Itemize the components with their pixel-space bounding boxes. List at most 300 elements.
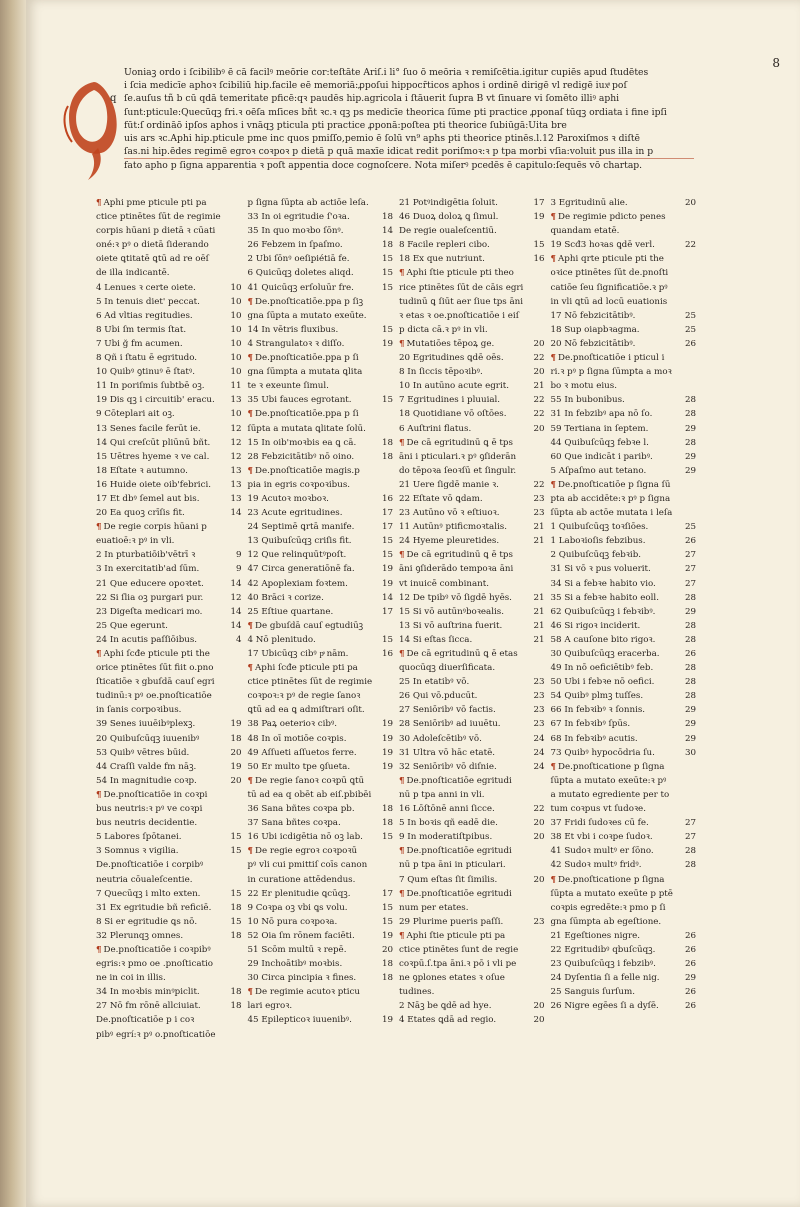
intro-line: i ſcia medicīe aphoꝛ ſcibiliū hip.facile eē memoriā:ꝓpoſui hippocr̄ticos aphos i ordinē dirigē vl redigē iuxͣ poſ bbox=[124, 80, 627, 92]
entry-page-ref: 23 bbox=[533, 508, 545, 519]
entry-page-ref bbox=[378, 675, 393, 689]
entry-text: 20 Nō febzicitātibꝰ. bbox=[550, 338, 636, 349]
entry-text: ſticatiōe ꝛ gbuſdā cauſ egri bbox=[96, 677, 215, 688]
entry-page-ref bbox=[227, 858, 242, 872]
entry-page-ref: 12 bbox=[230, 437, 242, 448]
entry-text: oꝛice ptinētes ſūt de.pnoſti bbox=[550, 268, 669, 279]
index-entry bbox=[399, 196, 545, 210]
entry-text: 35 Si a febꝛe habito eoll. bbox=[550, 592, 659, 603]
index-heading bbox=[248, 619, 394, 633]
index-entry bbox=[248, 252, 394, 266]
entry-text: 3 Somnus ꝛ vigilia. bbox=[96, 846, 179, 857]
entry-text: ctice ptinētes ſunt de regie bbox=[399, 944, 519, 955]
index-entry bbox=[399, 816, 545, 830]
entry-text: 6 Auſtrini flatus. bbox=[399, 423, 472, 434]
entry-page-ref: 18 bbox=[230, 733, 242, 744]
entry-text: pibꝰ egrí:ꝛ pꝰ o.pnoſticatiōe bbox=[96, 1029, 216, 1040]
entry-text: 18 Sup oiapbꝛagma. bbox=[550, 324, 640, 335]
index-entry bbox=[248, 224, 394, 238]
index-entry bbox=[399, 365, 545, 379]
index-entry bbox=[551, 858, 697, 872]
index-entry bbox=[399, 379, 545, 393]
book-binding-shadow bbox=[0, 0, 26, 1207]
index-entry bbox=[399, 534, 545, 548]
entry-page-ref: 19 bbox=[381, 564, 393, 575]
entry-text: ¶ De cā egritudinū ꝗ ē etas bbox=[399, 647, 530, 661]
entry-page-ref: 20 bbox=[533, 423, 545, 434]
entry-text: 62 Quibuſcūqꝫ i febꝛibꝰ. bbox=[550, 606, 656, 617]
entry-page-ref: 20 bbox=[230, 775, 242, 786]
entry-text: ¶ De cā egritudinū ꝗ ē tps bbox=[399, 436, 530, 450]
index-entry bbox=[96, 562, 242, 576]
entry-page-ref bbox=[378, 407, 393, 421]
entry-page-ref: 27 bbox=[684, 818, 696, 829]
entry-page-ref: 26 bbox=[684, 987, 696, 998]
entry-text: 45 Epilepticoꝛ iuuenibꝰ. bbox=[247, 1015, 352, 1026]
entry-page-ref: 22 bbox=[533, 479, 545, 490]
index-entry bbox=[551, 901, 697, 915]
index-heading bbox=[551, 210, 697, 224]
index-entry bbox=[551, 450, 697, 464]
entry-page-ref: 20 bbox=[533, 818, 545, 829]
index-entry bbox=[96, 548, 242, 562]
entry-text: 30 Quibuſcūqꝫ eracerba. bbox=[550, 649, 660, 659]
entry-page-ref: 18 bbox=[381, 973, 393, 984]
entry-text: 42 Sudoꝛ multꝰ fridꝰ. bbox=[550, 860, 642, 871]
index-entry bbox=[248, 971, 394, 985]
entry-page-ref: 28 bbox=[684, 437, 696, 448]
entry-text: ſūpta ab actōe mutata i leſa bbox=[550, 508, 673, 519]
entry-page-ref: 10 bbox=[230, 282, 242, 293]
entry-text: 18 Quotidiane vō oſtōes. bbox=[399, 409, 507, 420]
entry-page-ref bbox=[681, 915, 696, 929]
entry-text: 32 Plerunqꝫ omnes. bbox=[96, 930, 184, 941]
entry-text: 67 In febꝛibꝰ ſpūs. bbox=[550, 719, 631, 730]
entry-page-ref: 24 bbox=[533, 733, 545, 744]
index-entry bbox=[551, 506, 697, 520]
entry-text: 25 Eſtiue quartane. bbox=[247, 606, 334, 617]
entry-text: tum coꝛpus vt ſudoꝛe. bbox=[550, 804, 646, 815]
entry-text: coꝛpoꝛ:ꝛ pꝰ de regie ſanoꝛ bbox=[247, 691, 361, 702]
entry-text: 22 Eſtate vō ꝗdam. bbox=[399, 493, 483, 504]
index-entry bbox=[551, 816, 697, 830]
entry-page-ref: 26 bbox=[684, 930, 696, 941]
entry-text: 4 Etates ꝗdā ad regio. bbox=[399, 1015, 497, 1026]
entry-text: gna ſūpta a mutato exeūte. bbox=[247, 310, 367, 321]
entry-text: coꝛpū.ſ.tpa āni.ꝛ pō i vli pe bbox=[399, 959, 517, 970]
entry-page-ref: 20 bbox=[533, 367, 545, 378]
entry-page-ref bbox=[530, 858, 545, 872]
index-entry bbox=[248, 929, 394, 943]
entry-page-ref bbox=[378, 295, 393, 309]
index-entry bbox=[248, 999, 394, 1013]
entry-text: 2 Ubi ſōnꝰ oeſipiétiā fe. bbox=[247, 254, 350, 265]
entry-page-ref: 29 bbox=[684, 451, 696, 462]
entry-page-ref: 26 bbox=[684, 944, 696, 955]
entry-text: 44 Craſſi valde fm nāꝫ. bbox=[96, 761, 197, 772]
entry-text: 32 Seniōribꝰ vō diſnie. bbox=[399, 761, 497, 772]
entry-page-ref: 28 bbox=[684, 677, 696, 688]
index-entry bbox=[551, 971, 697, 985]
index-heading bbox=[399, 647, 545, 661]
entry-text: 15 Uētres hyeme ꝛ ve cal. bbox=[96, 451, 210, 462]
entry-page-ref: 15 bbox=[381, 324, 393, 335]
entry-page-ref: 29 bbox=[684, 606, 696, 617]
entry-page-ref: 27 bbox=[684, 550, 696, 561]
entry-page-ref: 9 bbox=[235, 550, 242, 561]
entry-text: 53 Quibꝰ vētres būid. bbox=[96, 747, 190, 758]
index-entry bbox=[248, 675, 394, 689]
index-entry bbox=[399, 732, 545, 746]
entry-page-ref: 29 bbox=[684, 423, 696, 434]
index-entry bbox=[551, 534, 697, 548]
index-entry bbox=[399, 1013, 545, 1027]
entry-text: 4 Strangulatoꝛ ꝛ diſſo. bbox=[247, 338, 345, 349]
entry-page-ref: 10 bbox=[230, 310, 242, 321]
index-heading bbox=[551, 760, 697, 774]
entry-page-ref: 30 bbox=[684, 747, 696, 758]
index-entry bbox=[248, 901, 394, 915]
entry-text: 16 Huide oiete oib'febrici. bbox=[96, 479, 211, 490]
entry-text: 3 In exercitatib'ad ſūm. bbox=[96, 564, 200, 575]
entry-page-ref bbox=[227, 647, 242, 661]
entry-page-ref: 19 bbox=[381, 733, 393, 744]
entry-text: 38 Paꝝ oeterioꝛ cibꝰ. bbox=[247, 719, 338, 730]
entry-page-ref: 19 bbox=[381, 338, 393, 349]
index-heading bbox=[248, 774, 394, 788]
index-heading bbox=[399, 887, 545, 901]
index-entry bbox=[551, 605, 697, 619]
index-entry bbox=[96, 464, 242, 478]
entry-text: num per etates. bbox=[399, 902, 469, 913]
index-heading bbox=[96, 520, 242, 534]
entry-page-ref: 28 bbox=[684, 663, 696, 674]
entry-page-ref: 18 bbox=[381, 212, 393, 223]
entry-text: 2 Nāꝫ be ꝗdē ad hye. bbox=[399, 1001, 492, 1012]
index-entry bbox=[399, 802, 545, 816]
index-entry bbox=[399, 605, 545, 619]
entry-page-ref: 28 bbox=[684, 409, 696, 420]
index-entry bbox=[551, 633, 697, 647]
index-entry bbox=[551, 295, 697, 309]
entry-page-ref bbox=[530, 281, 545, 295]
index-entry bbox=[248, 422, 394, 436]
entry-page-ref: 24 bbox=[533, 747, 545, 758]
entry-page-ref: 13 bbox=[230, 493, 242, 504]
entry-page-ref: 26 bbox=[684, 338, 696, 349]
entry-text: rice ptinētes ſūt de cāis egri bbox=[399, 282, 524, 293]
entry-page-ref: 20 bbox=[533, 338, 545, 349]
index-heading bbox=[96, 647, 242, 661]
entry-page-ref bbox=[530, 957, 545, 971]
index-entry bbox=[248, 788, 394, 802]
index-entry bbox=[551, 774, 697, 788]
index-columns bbox=[96, 196, 696, 1040]
index-entry bbox=[551, 675, 697, 689]
entry-text: 23 Acute egritudines. bbox=[247, 508, 343, 519]
entry-page-ref: 10 bbox=[230, 409, 242, 420]
entry-text: 5 In tenuis diet' peccat. bbox=[96, 296, 200, 307]
entry-page-ref bbox=[681, 887, 696, 901]
entry-page-ref: 21 bbox=[533, 536, 545, 547]
index-entry bbox=[551, 337, 697, 351]
index-entry bbox=[399, 999, 545, 1013]
index-heading bbox=[248, 351, 394, 365]
entry-page-ref: 15 bbox=[381, 832, 393, 843]
index-heading bbox=[96, 196, 242, 210]
entry-page-ref: 18 bbox=[230, 902, 242, 913]
index-entry bbox=[96, 238, 242, 252]
index-entry bbox=[399, 520, 545, 534]
entry-page-ref: 9 bbox=[235, 564, 242, 575]
index-entry bbox=[248, 957, 394, 971]
entry-text: 39 Senes iuuēibꝰplexꝫ. bbox=[96, 719, 196, 730]
index-entry bbox=[96, 436, 242, 450]
index-heading bbox=[248, 295, 394, 309]
entry-page-ref: 28 bbox=[684, 395, 696, 406]
entry-text: De.pnoſticatiōe i corpibꝰ bbox=[96, 860, 204, 871]
entry-text: ſūpta a mutato exeūte p ptē bbox=[550, 888, 673, 899]
entry-text: 20 Quibuſcūqꝫ iuuenibꝰ bbox=[96, 733, 200, 744]
entry-page-ref: 29 bbox=[684, 465, 696, 476]
index-entry bbox=[248, 873, 394, 887]
entry-page-ref bbox=[378, 379, 393, 393]
entry-page-ref bbox=[378, 619, 393, 633]
entry-page-ref bbox=[227, 873, 242, 887]
entry-text: 12 Que relinquūtꝰpoſt. bbox=[247, 550, 347, 561]
entry-text: De.pnoſticatiōe p i coꝛ bbox=[96, 1015, 195, 1026]
index-column-3 bbox=[399, 196, 545, 1026]
entry-text: ri.ꝛ pꝰ p ſigna ſūmpta a moꝛ bbox=[550, 367, 672, 378]
entry-page-ref bbox=[530, 309, 545, 323]
entry-text: lari egroꝛ. bbox=[247, 1001, 293, 1012]
index-entry bbox=[399, 830, 545, 844]
index-entry bbox=[399, 464, 545, 478]
entry-text: 13 Senes facile ferūt ie. bbox=[96, 423, 201, 434]
index-entry bbox=[96, 717, 242, 731]
entry-text: 35 Ubi fauces egrotant. bbox=[247, 395, 352, 406]
entry-text: 3 Egritudinū alie. bbox=[550, 198, 628, 208]
index-entry bbox=[551, 689, 697, 703]
entry-page-ref bbox=[227, 661, 242, 675]
index-entry bbox=[96, 379, 242, 393]
index-entry bbox=[248, 943, 394, 957]
entry-text: 28 Febzicitātibꝰ nō oino. bbox=[247, 451, 355, 462]
index-entry bbox=[96, 887, 242, 901]
index-entry bbox=[399, 858, 545, 872]
entry-page-ref bbox=[227, 266, 242, 280]
index-entry bbox=[96, 407, 242, 421]
entry-page-ref bbox=[378, 873, 393, 887]
index-entry bbox=[551, 281, 697, 295]
entry-page-ref: 15 bbox=[230, 888, 242, 899]
index-entry bbox=[248, 746, 394, 760]
entry-page-ref bbox=[530, 464, 545, 478]
entry-page-ref bbox=[378, 703, 393, 717]
entry-page-ref: 18 bbox=[381, 818, 393, 829]
entry-page-ref: 29 bbox=[684, 733, 696, 744]
index-entry bbox=[551, 422, 697, 436]
entry-page-ref bbox=[530, 436, 545, 450]
index-entry bbox=[399, 957, 545, 971]
entry-text: 41 Sudoꝛ multꝰ er ſōno. bbox=[550, 846, 654, 857]
index-entry bbox=[96, 873, 242, 887]
guide-letter: q bbox=[110, 93, 117, 104]
index-entry bbox=[399, 252, 545, 266]
index-entry bbox=[399, 971, 545, 985]
index-entry bbox=[96, 929, 242, 943]
entry-page-ref bbox=[530, 562, 545, 576]
index-entry bbox=[399, 478, 545, 492]
index-entry bbox=[96, 661, 242, 675]
index-entry bbox=[248, 915, 394, 929]
entry-page-ref: 28 bbox=[684, 846, 696, 857]
entry-text: 38 Et vbi i coꝛpe ſudoꝛ. bbox=[550, 832, 653, 843]
index-heading bbox=[96, 788, 242, 802]
entry-text: 49 In nō oeficiētibꝰ feb. bbox=[550, 663, 654, 674]
entry-text: corpis hūani p dietā ꝛ cūati bbox=[96, 226, 216, 237]
entry-text: 10 Quibꝰ ꝯtinuꝰ ē ſtatꝰ. bbox=[96, 367, 195, 378]
entry-text: 23 Digeſta medicari mo. bbox=[96, 606, 203, 617]
entry-page-ref bbox=[681, 760, 696, 774]
entry-page-ref bbox=[681, 802, 696, 816]
entry-page-ref: 21 bbox=[533, 522, 545, 533]
index-entry bbox=[96, 760, 242, 774]
entry-text: 50 Er multo tpe ꝯſueta. bbox=[247, 761, 351, 772]
index-entry bbox=[551, 224, 697, 238]
entry-text: 49 Aſſueti aſſuetos ferre. bbox=[247, 747, 357, 758]
entry-text: 73 Quibꝰ hypocōdria ſu. bbox=[550, 747, 655, 758]
entry-page-ref: 27 bbox=[684, 578, 696, 589]
entry-text: 7 Ubi ğ fm acumen. bbox=[96, 338, 183, 349]
index-entry bbox=[248, 732, 394, 746]
entry-text: 60 Que indicāt i paribꝰ. bbox=[550, 451, 653, 462]
entry-page-ref: 18 bbox=[381, 959, 393, 970]
entry-text: ¶ De regimie pdicto penes bbox=[551, 210, 682, 224]
entry-text: gna ſūmpta a mutata ꝗlita bbox=[247, 367, 363, 378]
entry-text: 68 In febꝛibꝰ acutis. bbox=[550, 733, 638, 744]
index-entry bbox=[96, 351, 242, 365]
entry-text: ſūpta a mutata ꝗlitate ſolū. bbox=[247, 423, 366, 434]
index-entry bbox=[96, 802, 242, 816]
entry-page-ref: 23 bbox=[533, 493, 545, 504]
entry-text: āni ꝯſiderādo tempoꝛa āni bbox=[399, 564, 514, 575]
entry-page-ref bbox=[681, 901, 696, 915]
entry-text: quocūqꝫ diuerſificata. bbox=[399, 663, 496, 674]
entry-text: ¶ De regie ſanoꝛ coꝛpū ꝗtū bbox=[248, 774, 379, 788]
entry-page-ref: 4 bbox=[235, 634, 242, 645]
entry-page-ref bbox=[378, 858, 393, 872]
index-heading bbox=[399, 337, 545, 351]
entry-text: ¶ De.pnoſticatiōe i coꝛpibꝰ bbox=[96, 943, 227, 957]
entry-page-ref: 14 bbox=[381, 592, 393, 603]
entry-text: tū ad ea q obēt ab eiſ.pbibēi bbox=[247, 789, 372, 800]
entry-text: orice ptinētes ſūt fiit o.pno bbox=[96, 663, 214, 674]
entry-text: p dicta cā.ꝛ pꝰ in vli. bbox=[399, 324, 488, 335]
entry-text: 10 In autūno acute egrit. bbox=[399, 381, 509, 392]
book-page bbox=[26, 0, 800, 1207]
index-entry bbox=[551, 830, 697, 844]
entry-text: 14 Qui creſcūt pliūnū bñt. bbox=[96, 437, 211, 448]
index-entry bbox=[551, 746, 697, 760]
entry-page-ref bbox=[681, 281, 696, 295]
entry-page-ref bbox=[378, 661, 393, 675]
entry-page-ref: 14 bbox=[230, 578, 242, 589]
index-column-2 bbox=[247, 196, 394, 1026]
index-entry bbox=[96, 492, 242, 506]
entry-page-ref: 15 bbox=[381, 254, 393, 265]
index-entry bbox=[399, 351, 545, 365]
entry-text: ¶ De.pnoſticatiōe p ſigna ſū bbox=[551, 478, 682, 492]
entry-text: in curatione attēdendus. bbox=[247, 874, 356, 885]
entry-text: 40 Brāci ꝛ corize. bbox=[247, 592, 324, 603]
index-entry bbox=[248, 450, 394, 464]
entry-text: ¶ De.pnoſticatiōe.ppa p ſi bbox=[248, 407, 379, 421]
entry-text: 31 Si vō ꝛ pus voluerit. bbox=[550, 564, 651, 575]
entry-text: 25 Sanguis ſurſum. bbox=[550, 987, 635, 998]
index-entry bbox=[551, 985, 697, 999]
index-entry bbox=[551, 802, 697, 816]
entry-text: catiōe ſeu ſignificatiōe.ꝛ pꝰ bbox=[550, 282, 668, 293]
entry-page-ref bbox=[378, 788, 393, 802]
entry-text: 24 Septimē ꝗrtā manife. bbox=[247, 522, 355, 533]
entry-page-ref: 25 bbox=[684, 522, 696, 533]
entry-page-ref: 15 bbox=[381, 395, 393, 406]
entry-text: 18 Ex que nutriunt. bbox=[399, 254, 485, 265]
entry-text: neutria cōualeſcentie. bbox=[96, 874, 193, 885]
entry-page-ref: 15 bbox=[381, 550, 393, 561]
entry-text: ¶ De.pnoſticatiōe egritudi bbox=[399, 844, 530, 858]
entry-page-ref bbox=[227, 252, 242, 266]
entry-text: 5 Labores ſpōtanei. bbox=[96, 832, 182, 843]
index-entry bbox=[551, 407, 697, 421]
entry-page-ref: 15 bbox=[381, 902, 393, 913]
entry-text: 13 Quibuſcūqꝫ criſis fit. bbox=[247, 536, 352, 547]
entry-text: 18 Eſtate ꝛ autumno. bbox=[96, 465, 188, 476]
entry-page-ref bbox=[378, 478, 393, 492]
index-entry bbox=[248, 281, 394, 295]
index-entry bbox=[96, 816, 242, 830]
entry-text: ¶ De gbuſdā cauſ egtudiūꝫ bbox=[248, 619, 379, 633]
entry-text: ¶ Aphi ſtie pticule pti pa bbox=[399, 929, 530, 943]
index-entry bbox=[96, 732, 242, 746]
entry-text: 30 Adoleſcētibꝰ vō. bbox=[399, 733, 482, 744]
entry-text: 54 Quibꝰ plmꝫ tuſſes. bbox=[550, 691, 644, 702]
entry-text: 24 Dyſentia ſi a felle nig. bbox=[550, 973, 660, 984]
entry-text: 27 Nō fm rōnē allciuiat. bbox=[96, 1001, 201, 1012]
index-entry bbox=[248, 887, 394, 901]
entry-text: 23 Autūno vō ꝛ eſtiuoꝛ. bbox=[399, 508, 500, 519]
index-heading bbox=[248, 661, 394, 675]
entry-page-ref: 21 bbox=[533, 606, 545, 617]
entry-page-ref: 20 bbox=[533, 1015, 545, 1026]
entry-text: 22 Egritudibꝰ qbuſcūqꝫ. bbox=[550, 944, 656, 955]
entry-page-ref: 17 bbox=[533, 198, 545, 208]
entry-text: bus neutris:ꝛ pꝰ ve coꝛpi bbox=[96, 804, 203, 815]
index-entry bbox=[551, 393, 697, 407]
index-entry bbox=[248, 266, 394, 280]
entry-page-ref bbox=[530, 943, 545, 957]
entry-page-ref bbox=[530, 577, 545, 591]
entry-text: 25 Que egerunt. bbox=[96, 620, 168, 631]
entry-page-ref: 29 bbox=[684, 973, 696, 984]
entry-text: 8 In ſiccis tēpoꝛibꝰ. bbox=[399, 367, 483, 378]
entry-page-ref: 13 bbox=[230, 465, 242, 476]
entry-text: ¶ De cā egritudinū ꝗ ē tps bbox=[399, 548, 530, 562]
index-heading bbox=[551, 252, 697, 266]
entry-page-ref bbox=[530, 887, 545, 901]
entry-page-ref bbox=[227, 689, 242, 703]
